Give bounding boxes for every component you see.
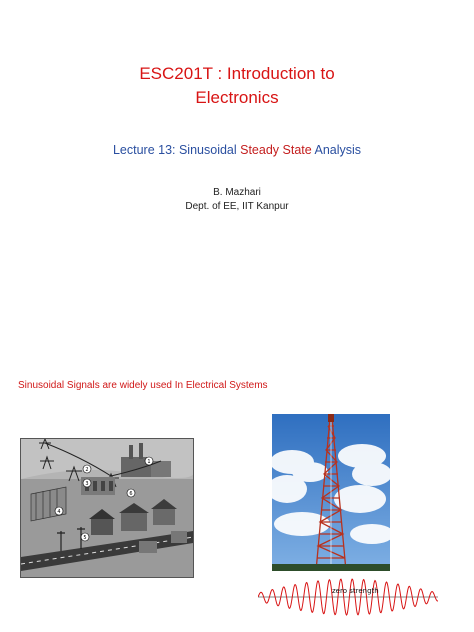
lecture-prefix: Lecture 13: Sinusoidal	[112, 143, 241, 157]
power-grid-illustration	[20, 438, 194, 578]
title-line-1: ESC201T : Introduction to	[139, 64, 335, 83]
author-block	[0, 186, 474, 214]
svg-text:4: 4	[57, 509, 61, 515]
lecture-subtitle	[0, 143, 474, 157]
author-affiliation: Dept. of EE, IIT Kanpur	[185, 201, 289, 212]
svg-text:1: 1	[147, 459, 151, 465]
sinusoidal-wave-diagram	[258, 578, 438, 616]
section-heading: Sinusoidal Signals are widely used In Electrical Systems	[18, 380, 268, 391]
slide-title	[0, 62, 474, 110]
svg-text:5: 5	[83, 535, 87, 541]
wave-label: zero strength	[332, 587, 379, 595]
transmission-tower-photo	[272, 414, 390, 571]
author-name: B. Mazhari	[213, 187, 261, 198]
lecture-suffix: Analysis	[311, 143, 362, 157]
svg-text:2: 2	[85, 467, 89, 473]
svg-text:3: 3	[85, 481, 89, 487]
title-line-2: Electronics	[195, 88, 279, 107]
svg-text:6: 6	[129, 491, 133, 497]
lecture-highlight: Steady State	[240, 143, 312, 157]
